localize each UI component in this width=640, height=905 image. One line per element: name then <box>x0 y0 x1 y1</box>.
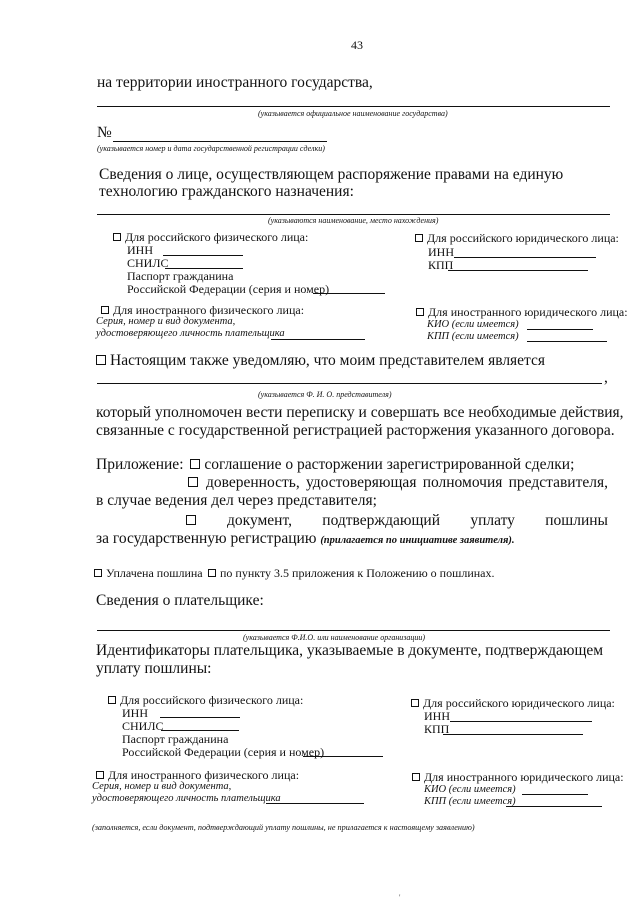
authority-line-2: связанные с государственной регистрацией расторжения указанного договора. <box>96 422 615 439</box>
ru-person-snils-label: СНИЛС <box>127 256 169 270</box>
state-name-field[interactable] <box>97 106 610 107</box>
foreign-person-label: Для иностранного физического лица: <box>113 303 305 317</box>
payer-ru-org-kpp-label: КПП <box>424 722 450 736</box>
fee-clause-checkbox[interactable] <box>208 569 216 577</box>
foreign-org-kio-field[interactable] <box>527 329 593 330</box>
attachment-2-text <box>206 474 608 492</box>
attachment-label: Приложение: <box>96 456 184 473</box>
payer-ru-person-checkbox[interactable] <box>108 696 116 704</box>
representative-note: (указывается Ф. И. О. представителя) <box>258 390 392 399</box>
attachment-3-text <box>227 512 608 530</box>
representative-checkbox[interactable] <box>96 355 106 365</box>
state-name-note: (указывается официальное наименование государства) <box>258 109 448 118</box>
fee-clause-label: по пункту 3.5 приложения к Положению о пошлинах. <box>220 566 495 580</box>
payer-foreign-person-doc-label-1: Серия, номер и вид документа, <box>92 781 232 792</box>
registration-number-field[interactable] <box>113 141 327 142</box>
representative-comma: , <box>604 369 608 386</box>
attachment-3-word: подтверждающий <box>322 512 440 529</box>
ru-org-inn-label: ИНН <box>428 245 454 259</box>
payer-foreign-person-doc-field[interactable] <box>266 803 364 804</box>
holder-info-line-1: Сведения о лице, осуществляющем распоряжение правами на единую <box>99 166 564 183</box>
payer-ru-org-label: Для российского юридического лица: <box>423 696 615 710</box>
attachment-2-word: доверенность, <box>206 474 300 491</box>
ru-org-kpp-label: КПП <box>428 258 454 272</box>
payer-ru-org-kpp-field[interactable] <box>443 734 583 735</box>
payer-ru-person-passport-label-2: Российской Федерации (серия и номер) <box>122 745 325 759</box>
attachment-3-word: документ, <box>227 512 292 529</box>
payer-ru-person-passport-field[interactable] <box>303 756 383 757</box>
footer-note: (заполняется, если документ, подтверждающий уплату пошлины, не прилагается к настоящему заявлению) <box>92 823 475 832</box>
registration-number-label: № <box>97 124 112 141</box>
ru-person-label: Для российского физического лица: <box>125 230 309 244</box>
attachment-3-checkbox-wrap[interactable] <box>186 512 200 530</box>
attachment-item-1[interactable] <box>96 456 574 474</box>
ru-person-passport-label-2: Российской Федерации (серия и номер) <box>127 282 330 296</box>
attachment-3-word: уплату <box>470 512 515 529</box>
attachment-2-word: представителя, <box>508 474 608 491</box>
ru-org-label: Для российского юридического лица: <box>427 231 619 245</box>
attachment-2-checkbox[interactable] <box>188 477 198 487</box>
attachment-3-checkbox[interactable] <box>186 515 196 525</box>
foreign-org-kpp-field[interactable] <box>527 341 607 342</box>
payer-foreign-person-label: Для иностранного физического лица: <box>108 768 300 782</box>
attachment-1-checkbox[interactable] <box>190 459 200 469</box>
payer-foreign-org-label: Для иностранного юридического лица: <box>424 770 624 784</box>
holder-name-note: (указываются наименование, место нахождения) <box>268 216 439 225</box>
stray-mark: ' <box>399 893 401 902</box>
identifiers-line-2: уплату пошлины: <box>96 660 212 677</box>
payer-foreign-org-checkbox[interactable] <box>412 773 420 781</box>
payer-foreign-org-kio-field[interactable] <box>522 794 588 795</box>
attachment-3-note: (прилагается по инициативе заявителя). <box>320 535 515 546</box>
ru-person-passport-label-1: Паспорт гражданина <box>127 269 234 283</box>
attachment-2-continuation: в случае ведения дел через представителя; <box>96 492 377 509</box>
payer-ru-org-inn-label: ИНН <box>424 709 450 723</box>
foreign-org-kpp-label: КПП (если имеется) <box>427 331 519 342</box>
payer-foreign-org-option[interactable] <box>412 770 624 785</box>
authority-line-1: который уполномочен вести переписку и совершать все необходимые действия, <box>96 404 624 421</box>
holder-info-line-2: технологию гражданского назначения: <box>99 183 354 200</box>
fee-clause-option[interactable] <box>208 566 495 581</box>
payer-ru-org-checkbox[interactable] <box>411 699 419 707</box>
attachment-2-word: полномочия <box>422 474 503 491</box>
payer-name-field[interactable] <box>97 630 610 631</box>
foreign-person-doc-label-1: Серия, номер и вид документа, <box>96 316 236 327</box>
ru-person-checkbox[interactable] <box>113 233 121 241</box>
attachment-3-continuation <box>96 530 515 548</box>
foreign-person-doc-field[interactable] <box>271 339 365 340</box>
representative-option[interactable] <box>96 352 545 370</box>
page-number: 43 <box>351 38 363 52</box>
foreign-org-kio-label: КИО (если имеется) <box>427 319 519 330</box>
territory-line: на территории иностранного государства, <box>97 74 373 91</box>
fee-paid-checkbox[interactable] <box>94 569 102 577</box>
payer-ru-person-snils-field[interactable] <box>161 730 239 731</box>
payer-heading: Сведения о плательщике: <box>96 592 264 609</box>
payer-foreign-person-checkbox[interactable] <box>96 771 104 779</box>
payer-foreign-org-kio-label: КИО (если имеется) <box>424 784 516 795</box>
ru-org-kpp-field[interactable] <box>448 270 588 271</box>
ru-org-option[interactable] <box>415 231 619 246</box>
payer-ru-person-passport-label-1: Паспорт гражданина <box>122 732 229 746</box>
payer-ru-person-inn-field[interactable] <box>160 717 240 718</box>
attachment-3-word: пошлины <box>545 512 608 529</box>
registration-number-note: (указывается номер и дата государственной регистрации сделки) <box>97 144 325 153</box>
ru-org-checkbox[interactable] <box>415 234 423 242</box>
payer-ru-person-inn-label: ИНН <box>122 706 148 720</box>
fee-paid-option[interactable] <box>94 566 203 581</box>
payer-ru-person-label: Для российского физического лица: <box>120 693 304 707</box>
holder-name-field[interactable] <box>97 214 610 215</box>
payer-foreign-org-kpp-label: КПП (если имеется) <box>424 796 516 807</box>
fee-paid-label: Уплачена пошлина <box>106 566 203 580</box>
attachment-3-cont-text: за государственную регистрацию <box>96 530 317 547</box>
foreign-org-checkbox[interactable] <box>416 308 424 316</box>
ru-org-inn-field[interactable] <box>454 257 596 258</box>
ru-person-passport-field[interactable] <box>313 293 385 294</box>
payer-foreign-org-kpp-field[interactable] <box>506 806 602 807</box>
foreign-person-checkbox[interactable] <box>101 306 109 314</box>
identifiers-line-1: Идентификаторы плательщика, указываемые в документе, подтверждающем <box>96 642 604 659</box>
foreign-person-doc-label-2: удостоверяющего личность плательщика <box>96 328 285 339</box>
foreign-org-option[interactable] <box>416 305 628 320</box>
payer-ru-person-snils-label: СНИЛС <box>122 719 164 733</box>
attachment-2-word: удостоверяющая <box>305 474 417 491</box>
representative-name-field[interactable] <box>97 383 602 384</box>
ru-person-inn-label: ИНН <box>127 243 153 257</box>
payer-name-note: (указывается Ф.И.О. или наименование организации) <box>243 633 426 642</box>
attachment-2-checkbox-wrap[interactable] <box>188 474 202 492</box>
attachment-1-text: соглашение о расторжении зарегистрированной сделки; <box>204 456 575 473</box>
foreign-org-label: Для иностранного юридического лица: <box>428 305 628 319</box>
payer-foreign-person-doc-label-2: удостоверяющего личность плательщика <box>92 793 281 804</box>
representative-text: Настоящим также уведомляю, что моим представителем является <box>110 352 546 369</box>
ru-person-inn-field[interactable] <box>163 255 243 256</box>
payer-ru-org-inn-field[interactable] <box>450 721 592 722</box>
